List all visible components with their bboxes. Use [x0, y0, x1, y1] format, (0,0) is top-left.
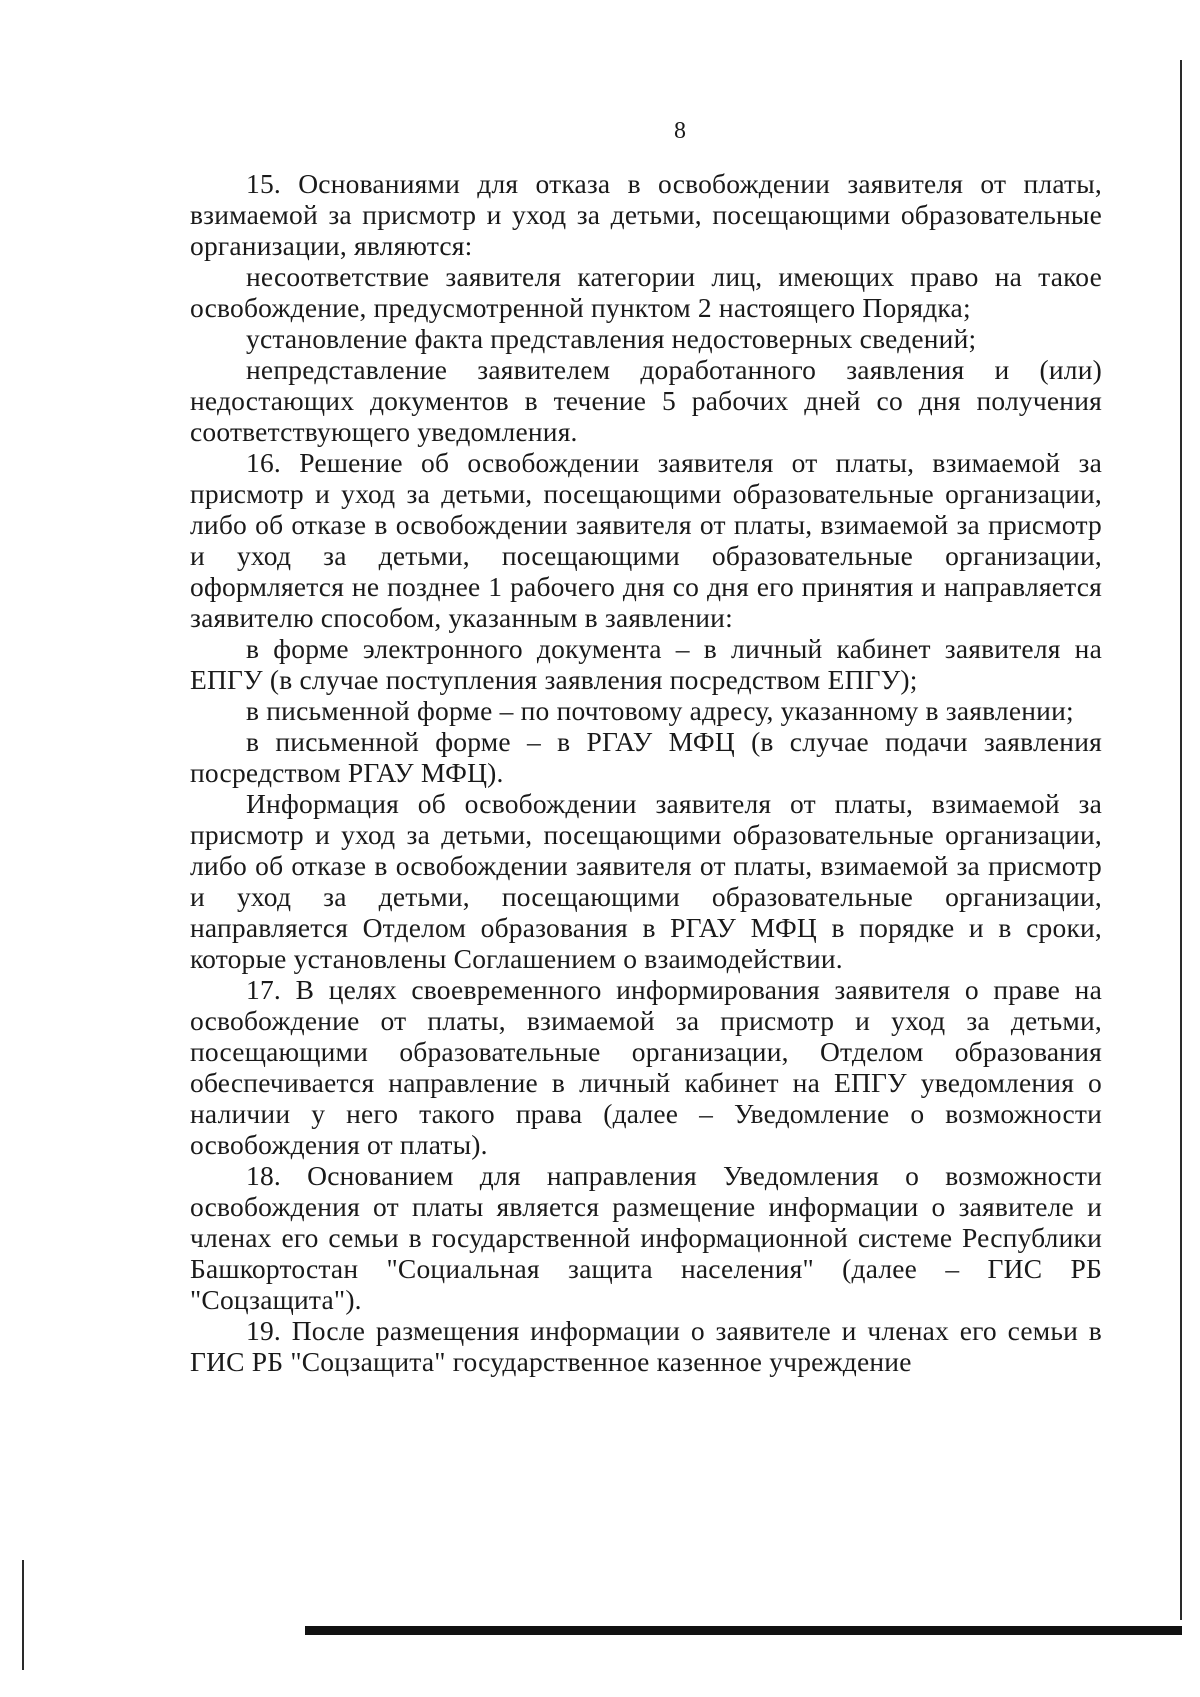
paragraph-15-item-3: непредставление заявителем доработанного заявления и (или) недостающих документов в течение 5 рабочих дней со дня получения соответствующего уведомления. — [190, 354, 1102, 447]
paragraph-17: 17. В целях своевременного информирования заявителя о праве на освобождение от платы, взимаемой за присмотр и уход за детьми, посещающими образовательные организации, Отделом образования обеспечивается направление в личный кабинет на ЕПГУ уведомления о наличии у него такого права (далее – Уведомление о возможности освобождения от платы). — [190, 974, 1102, 1160]
document-body — [190, 168, 1102, 1377]
scan-border-bottom — [305, 1626, 1182, 1635]
paragraph-19: 19. После размещения информации о заявителе и членах его семьи в ГИС РБ "Соцзащита" государственное казенное учреждение — [190, 1315, 1102, 1377]
paragraph-16-item-1: в форме электронного документа – в личный кабинет заявителя на ЕПГУ (в случае поступления заявления посредством ЕПГУ); — [190, 633, 1102, 695]
paragraph-16: 16. Решение об освобождении заявителя от платы, взимаемой за присмотр и уход за детьми, посещающими образовательные организации, либо об отказе в освобождении заявителя от платы, взимаемой за присмотр и уход за детьми, посещающими образовательные организации, оформляется не позднее 1 рабочего дня со дня его принятия и направляется заявителю способом, указанным в заявлении: — [190, 447, 1102, 633]
paragraph-15-item-2: установление факта представления недостоверных сведений; — [246, 323, 977, 354]
paragraph-16-item-2: в письменной форме – по почтовому адресу, указанному в заявлении; — [246, 695, 1074, 726]
page-number: 8 — [674, 118, 686, 144]
paragraph-16-info: Информация об освобождении заявителя от платы, взимаемой за присмотр и уход за детьми, посещающими образовательные организации, либо об отказе в освобождении заявителя от платы, взимаемой за присмотр и уход за детьми, посещающими образовательные организации, направляется Отделом образования в РГАУ МФЦ в порядке и в сроки, которые установлены Соглашением о взаимодействии. — [190, 788, 1102, 974]
paragraph-16-item-3: в письменной форме – в РГАУ МФЦ (в случае подачи заявления посредством РГАУ МФЦ). — [190, 726, 1102, 788]
scan-border-left — [22, 1560, 24, 1670]
paragraph-15-item-1: несоответствие заявителя категории лиц, имеющих право на такое освобождение, предусмотренной пунктом 2 настоящего Порядка; — [190, 261, 1102, 323]
paragraph-15: 15. Основаниями для отказа в освобождении заявителя от платы, взимаемой за присмотр и уход за детьми, посещающими образовательные организации, являются: — [190, 168, 1102, 261]
paragraph-18: 18. Основанием для направления Уведомления о возможности освобождения от платы является размещение информации о заявителе и членах его семьи в государственной информационной системе Республики Башкортостан "Социальная защита населения" (далее – ГИС РБ "Соцзащита"). — [190, 1160, 1102, 1315]
scan-border-right — [1180, 60, 1182, 1620]
